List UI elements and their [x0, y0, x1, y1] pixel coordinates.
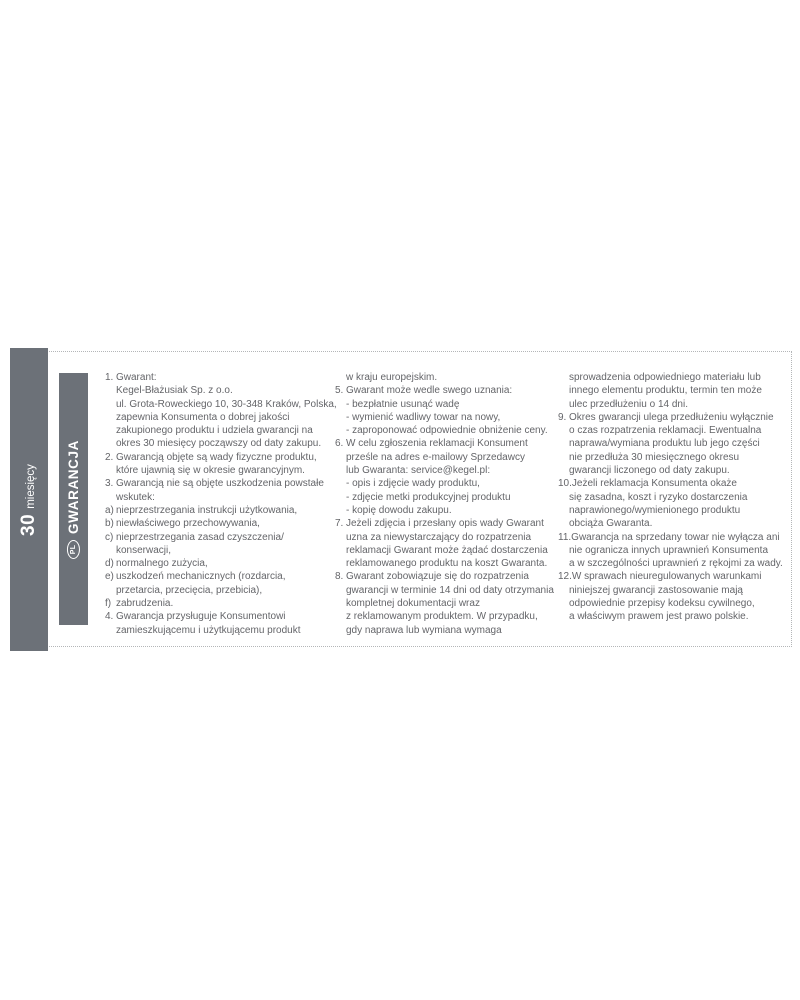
terms-text-line [558, 411, 794, 424]
list-marker: 7. [335, 518, 344, 530]
terms-text-line [335, 464, 557, 477]
terms-text-line [335, 477, 557, 490]
list-marker [105, 424, 116, 437]
terms-text-line [558, 371, 794, 384]
line-text: okres 30 miesięcy począwszy od daty zakupu. [116, 438, 322, 450]
line-text: które ujawnią się w okresie gwarancyjnym. [116, 465, 305, 477]
list-marker [105, 384, 116, 397]
terms-text-line [105, 464, 335, 477]
list-marker: 10. [558, 478, 572, 490]
terms-text-line [558, 477, 794, 490]
line-text: ul. Grota-Roweckiego 10, 30-348 Kraków, Polska, [116, 398, 337, 410]
line-text: naprawionego/wymienionego produktu [569, 504, 741, 516]
list-marker: e) [105, 571, 114, 583]
terms-text-line [335, 570, 557, 583]
line-text: niniejszej gwarancji zastosowanie mają [569, 584, 743, 596]
line-text: a właściwym prawem jest prawo polskie. [569, 611, 749, 623]
list-marker [105, 491, 116, 504]
terms-column-3 [558, 371, 794, 624]
terms-text-line [558, 384, 794, 397]
list-marker [335, 411, 346, 424]
line-text: niewłaściwego przechowywania, [116, 518, 260, 530]
line-text: nie ogranicza innych uprawnień Konsumenta [569, 544, 769, 556]
terms-text-line [335, 531, 557, 544]
list-marker: 12. [558, 571, 572, 583]
list-marker [558, 464, 569, 477]
list-marker [335, 371, 346, 384]
list-marker [558, 451, 569, 464]
list-marker: 2. [105, 451, 114, 463]
terms-text-line [558, 451, 794, 464]
line-text: Gwarant może wedle swego uznania: [346, 385, 513, 397]
list-marker [105, 464, 116, 477]
list-marker [335, 504, 346, 517]
terms-text-line [558, 517, 794, 530]
warranty-title-group [66, 440, 81, 559]
terms-text-line [105, 517, 335, 530]
list-marker [558, 371, 569, 384]
line-text: normalnego zużycia, [116, 558, 208, 570]
terms-text-line [105, 531, 335, 544]
line-text: innego elementu produktu, termin ten może [569, 385, 762, 397]
terms-text-line [105, 584, 335, 597]
duration-label [18, 464, 40, 536]
list-marker [105, 437, 116, 450]
line-text: się zasadna, koszt i ryzyko dostarczenia [569, 491, 748, 503]
line-text: zabrudzenia. [116, 598, 174, 610]
terms-text-line [558, 610, 794, 623]
line-text: lub Gwaranta: service@kegel.pl: [346, 465, 491, 477]
list-marker [105, 624, 116, 637]
pl-badge-icon: PL [67, 539, 80, 558]
warranty-title-bar [59, 373, 88, 625]
line-text: W sprawach nieuregulowanych warunkami [571, 571, 762, 583]
line-text: Kegel-Błażusiak Sp. z o.o. [116, 385, 233, 397]
list-marker: c) [105, 531, 114, 543]
line-text: odpowiednie przepisy kodeksu cywilnego, [569, 598, 755, 610]
list-marker [105, 584, 116, 597]
list-marker [558, 597, 569, 610]
terms-text-line [558, 557, 794, 570]
terms-text-line [335, 371, 557, 384]
terms-text-line [335, 597, 557, 610]
terms-text-line [335, 384, 557, 397]
line-text: gwarancji liczonego od daty zakupu. [569, 465, 730, 477]
list-marker: 1. [105, 372, 114, 383]
list-marker [335, 531, 346, 544]
terms-text-line [335, 491, 557, 504]
terms-text-line [558, 531, 794, 544]
line-text: Jeżeli reklamacja Konsumenta okaże [571, 478, 737, 490]
list-marker: 6. [335, 438, 344, 450]
list-marker: 9. [558, 411, 567, 423]
list-marker: f) [105, 598, 112, 610]
line-text: obciąża Gwaranta. [569, 518, 653, 530]
terms-text-line [105, 398, 335, 411]
terms-text-line [558, 597, 794, 610]
terms-text-line [105, 624, 335, 637]
line-text: w kraju europejskim. [346, 372, 438, 383]
line-text: przetarcia, przecięcia, przebicia), [116, 584, 263, 596]
list-marker [558, 557, 569, 570]
terms-text-line [105, 437, 335, 450]
list-marker [105, 411, 116, 424]
list-marker [558, 384, 569, 397]
line-text: - kopię dowodu zakupu. [346, 504, 452, 516]
list-marker [105, 544, 116, 557]
list-marker [558, 584, 569, 597]
terms-text-line [558, 504, 794, 517]
list-marker [558, 491, 569, 504]
list-marker [558, 398, 569, 411]
list-marker [335, 491, 346, 504]
terms-text-line [335, 610, 557, 623]
list-marker [335, 464, 346, 477]
terms-text-line [558, 491, 794, 504]
line-text: nieprzestrzegania zasad czyszczenia/ [116, 531, 284, 543]
terms-text-line [335, 437, 557, 450]
terms-column-1 [105, 371, 335, 637]
list-marker: 4. [105, 611, 114, 623]
line-text: ulec przedłużeniu o 14 dni. [569, 398, 688, 410]
list-marker [335, 451, 346, 464]
list-marker [558, 504, 569, 517]
line-text: Gwarant zobowiązuje się do rozpatrzenia [346, 571, 529, 583]
list-marker [558, 424, 569, 437]
warranty-title: GWARANCJA [66, 439, 81, 534]
line-text: Gwarancją nie są objęte uszkodzenia powstałe [116, 478, 324, 490]
list-marker: b) [105, 518, 114, 530]
terms-text-line [335, 544, 557, 557]
list-marker [105, 398, 116, 411]
terms-text-line [105, 570, 335, 583]
line-text: - opis i zdjęcie wady produktu, [346, 478, 480, 490]
terms-text-line [558, 398, 794, 411]
list-marker [558, 437, 569, 450]
list-marker [335, 597, 346, 610]
terms-text-line [105, 557, 335, 570]
terms-text-line [105, 504, 335, 517]
list-marker: a) [105, 504, 114, 516]
line-text: gwarancji w terminie 14 dni od daty otrzymania [346, 584, 554, 596]
line-text: - bezpłatnie usunąć wadę [346, 398, 460, 410]
list-marker [335, 624, 346, 637]
list-marker [558, 544, 569, 557]
terms-text-line [558, 464, 794, 477]
list-marker [335, 557, 346, 570]
terms-text-line [335, 584, 557, 597]
terms-text-line [105, 411, 335, 424]
line-text: uszkodzeń mechanicznych (rozdarcia, [116, 571, 286, 583]
list-marker [335, 477, 346, 490]
line-text: nieprzestrzegania instrukcji użytkowania, [116, 504, 298, 516]
terms-text-line [335, 451, 557, 464]
line-text: Gwarancją objęte są wady fizyczne produktu, [116, 451, 317, 463]
terms-text-line [105, 610, 335, 623]
terms-text-line [105, 544, 335, 557]
line-text: W celu zgłoszenia reklamacji Konsument [346, 438, 528, 450]
line-text: z reklamowanym produktem. W przypadku, [346, 611, 538, 623]
terms-text-line [105, 384, 335, 397]
line-text: - wymienić wadliwy towar na nowy, [346, 411, 501, 423]
list-marker [335, 398, 346, 411]
line-text: reklamacji Gwarant może żądać dostarczenia [346, 544, 548, 556]
line-text: nie przedłuża 30 miesięcznego okresu [569, 451, 740, 463]
terms-text-line [558, 544, 794, 557]
terms-text-line [105, 491, 335, 504]
list-marker [335, 424, 346, 437]
duration-bar [10, 348, 48, 651]
terms-text-line [335, 411, 557, 424]
terms-text-line [105, 371, 335, 384]
line-text: - zdjęcie metki produkcyjnej produktu [346, 491, 511, 503]
terms-text-line [335, 398, 557, 411]
line-text: kompletnej dokumentacji wraz [346, 598, 480, 610]
list-marker: d) [105, 558, 114, 570]
terms-text-line [105, 451, 335, 464]
terms-text-line [335, 504, 557, 517]
line-text: Okres gwarancji ulega przedłużeniu wyłącznie [569, 411, 774, 423]
terms-text-line [335, 424, 557, 437]
line-text: Gwarancja na sprzedany towar nie wyłącza ani [571, 531, 780, 543]
line-text: zamieszkującemu i użytkującemu produkt [116, 624, 301, 636]
list-marker: 5. [335, 385, 344, 397]
line-text: zakupionego produktu i udziela gwarancji na [116, 425, 313, 437]
line-text: - zaproponować odpowiednie obniżenie ceny. [346, 425, 548, 437]
line-text: reklamowanego produktu na koszt Gwaranta. [346, 558, 548, 570]
line-text: a w szczególności uprawnień z rękojmi za wady. [569, 558, 783, 570]
line-text: prześle na adres e-mailowy Sprzedawcy [346, 451, 525, 463]
list-marker [335, 544, 346, 557]
terms-text-line [558, 584, 794, 597]
line-text: wskutek: [116, 491, 155, 503]
line-text: o czas rozpatrzenia reklamacji. Ewentualna [569, 425, 762, 437]
list-marker: 3. [105, 478, 114, 490]
duration-unit: miesięcy [25, 463, 37, 509]
line-text: konserwacji, [116, 544, 172, 556]
line-text: Gwarant: [116, 372, 157, 383]
list-marker [335, 584, 346, 597]
terms-text-line [558, 570, 794, 583]
list-marker [558, 517, 569, 530]
line-text: zapewnia Konsumenta o dobrej jakości [116, 411, 290, 423]
line-text: Gwarancja przysługuje Konsumentowi [116, 611, 286, 623]
terms-text-line [335, 557, 557, 570]
terms-text-line [105, 597, 335, 610]
terms-text-line [105, 424, 335, 437]
terms-text-line [558, 437, 794, 450]
line-text: naprawa/wymiana produktu lub jego części [569, 438, 760, 450]
list-marker [335, 610, 346, 623]
list-marker: 11. [558, 531, 572, 543]
duration-number: 30 [18, 513, 39, 536]
line-text: gdy naprawa lub wymiana wymaga [346, 624, 502, 636]
list-marker: 8. [335, 571, 344, 583]
terms-text-line [558, 424, 794, 437]
line-text: sprowadzenia odpowiedniego materiału lub [569, 372, 761, 383]
terms-column-2 [335, 371, 557, 637]
terms-text-line [335, 624, 557, 637]
line-text: Jeżeli zdjęcia i przesłany opis wady Gwarant [346, 518, 544, 530]
terms-text-line [105, 477, 335, 490]
terms-text-line [335, 517, 557, 530]
list-marker [558, 610, 569, 623]
line-text: uzna za niewystarczający do rozpatrzenia [346, 531, 532, 543]
